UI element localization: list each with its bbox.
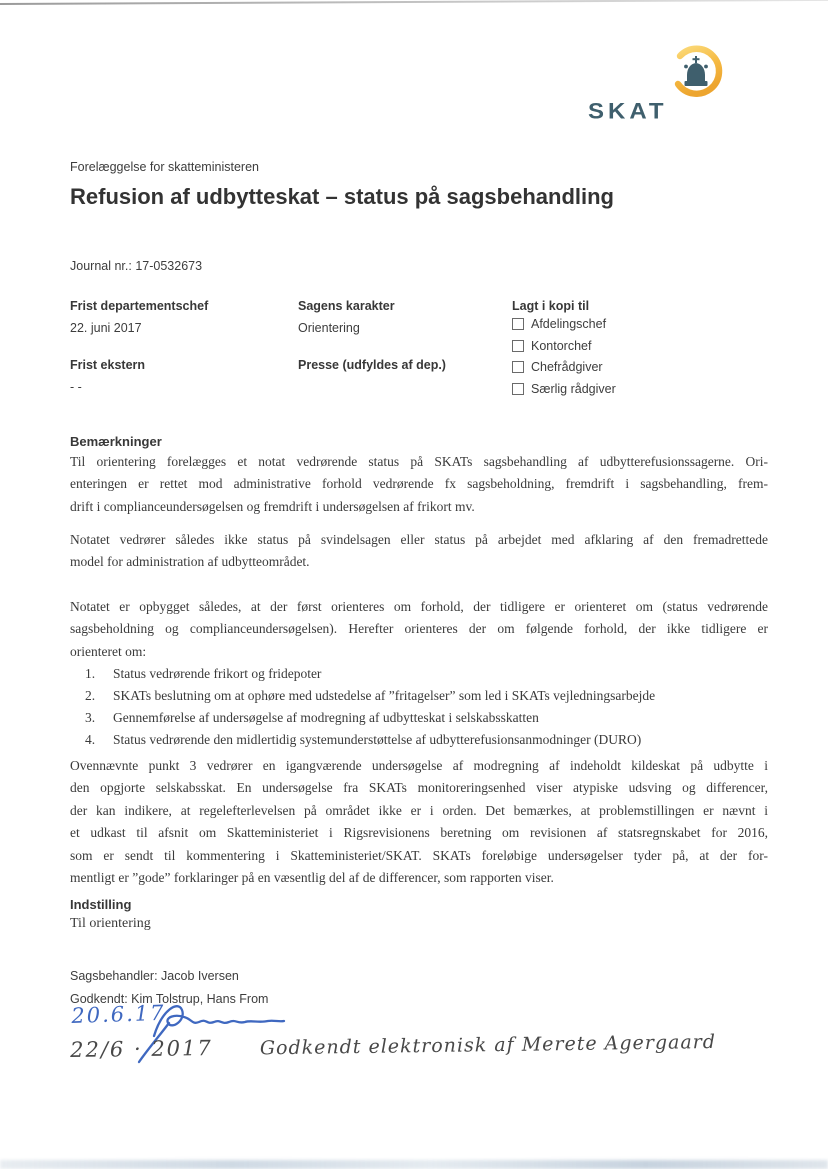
caseworker-line: Sagsbehandler: Jacob Iversen <box>70 969 239 983</box>
page-title: Refusion af udbytteskat – status på sagsbehandling <box>70 184 614 209</box>
recommendation-text: Til orientering <box>70 916 151 931</box>
field-value-frist-departementschef: 22. juni 2017 <box>70 321 142 335</box>
kicker: Forelæggelse for skatteministeren <box>70 160 259 174</box>
checkbox-label: Afdelingschef <box>531 317 607 331</box>
recommendation-heading: Indstilling <box>70 897 132 912</box>
scan-artifact-top-edge <box>0 0 828 5</box>
body-line: Notatet vedrører således ikke status på svindelsagen eller status på arbejdet med afklaring af den fremadrettede <box>70 532 768 547</box>
list-item <box>85 729 768 751</box>
body-line: mentligt er ”gode” forklaringer på en væsentlig del af de differencer, som rapporten viser. <box>70 869 554 885</box>
paragraph-3 <box>70 596 768 663</box>
list-item <box>85 707 768 729</box>
checkbox-icon <box>512 361 524 373</box>
field-label-presse: Presse (udfyldes af dep.) <box>298 358 446 372</box>
journal-number: Journal nr.: 17-0532673 <box>70 259 203 273</box>
approved-line: Godkendt: Kim Tolstrup, Hans From <box>70 992 269 1006</box>
body-line: den opgjorte selskabsskat. En undersøgelse fra SKATs monitoreringsenhed viser atypiske udsving og differencer, <box>70 780 768 796</box>
checkbox-icon <box>512 340 524 352</box>
list-item-text: SKATs beslutning om at ophøre med udstedelse af ”fritagelser” som led i SKATs vejledningsarbejde <box>113 688 656 703</box>
list-item-number: 3. <box>85 710 96 725</box>
body-line: som er sendt til kommentering i Skatteministeriet/SKAT. SKATs foreløbige undersøgelser tyder på, at der for- <box>70 847 768 863</box>
list-item <box>85 663 768 685</box>
list-item-text: Gennemførelse af undersøgelse af modregning af udbytteskat i selskabsskatten <box>113 710 539 725</box>
checkbox-label: Chefrådgiver <box>531 360 603 374</box>
body-line: drift i complianceundersøgelsen og fremdrift i undersøgelsen af frikort mv. <box>70 498 475 514</box>
checkbox-row-saerlig-raadgiver <box>512 382 616 396</box>
handwritten-date-dark: 22/6 · 2017 <box>70 1036 213 1062</box>
checkbox-row-kontorchef <box>512 339 591 353</box>
field-label-lagt-i-kopi-til: Lagt i kopi til <box>512 299 590 313</box>
body-line: der kan indikere, at regelefterlevelsen på området ikke er i orden. Det bemærkes, at problemstillingen er nævnt i <box>70 802 768 818</box>
list-item-number: 4. <box>85 732 96 747</box>
checkbox-icon <box>512 318 524 330</box>
logo-text: SKAT <box>588 99 668 124</box>
paragraph-1 <box>70 451 768 518</box>
checkbox-row-afdelingschef <box>512 317 606 331</box>
list-item-text: Status vedrørende den midlertidig systemunderstøttelse af udbytterefusionsanmodninger (DURO) <box>113 732 642 747</box>
list-item-number: 2. <box>85 688 96 703</box>
handwritten-date-blue: 20.6.17 <box>71 1000 166 1028</box>
crown-icon <box>684 56 708 86</box>
checkbox-label: Kontorchef <box>531 339 592 353</box>
body-line: Notatet er opbygget således, at der først orienteres om forhold, der tidligere er orienteret om (status vedrørende <box>70 599 768 614</box>
field-value-frist-ekstern: - - <box>70 380 82 394</box>
field-label-sagens-karakter: Sagens karakter <box>298 299 395 313</box>
checkbox-icon <box>512 383 524 395</box>
checkbox-label: Særlig rådgiver <box>531 382 616 396</box>
body-line: enteringen er rettet mod administrative forhold vedrørende fx sagsbeholdning, fremdrift i sagsbehandling, frem- <box>70 476 768 492</box>
body-line: sagsbeholdning og complianceundersøgelsen). Herefter orienteres der om følgende forhold, der ikke tidligere er <box>70 621 768 637</box>
paragraph-2 <box>70 529 768 574</box>
list-item-text: Status vedrørende frikort og fridepoter <box>113 666 322 681</box>
numbered-list <box>85 663 768 751</box>
body-line: Til orientering forelægges et notat vedrørende status på SKATs sagsbehandling af udbytterefusionssagerne. Ori- <box>70 454 768 469</box>
body-line: Ovennævnte punkt 3 vedrører en igangværende undersøgelse af modregning af indeholdt kildeskat på udbytte i <box>70 758 768 773</box>
skat-crown-swirl-icon <box>666 44 728 104</box>
body-line: orienteret om: <box>70 643 147 659</box>
field-label-frist-ekstern: Frist ekstern <box>70 358 146 372</box>
handwritten-note: Godkendt elektronisk af Merete Agergaard <box>259 1030 717 1060</box>
list-item-number: 1. <box>85 666 96 681</box>
remarks-heading: Bemærkninger <box>70 434 162 449</box>
body-line: model for administration af udbytteområdet. <box>70 554 310 570</box>
field-label-frist-departementschef: Frist departementschef <box>70 299 209 313</box>
list-item <box>85 685 768 707</box>
checkbox-row-chefraadgiver <box>512 360 603 374</box>
paragraph-4 <box>70 755 768 889</box>
scan-artifact-bottom-edge <box>0 1160 828 1169</box>
field-value-sagens-karakter: Orientering <box>298 321 360 335</box>
body-line: et udkast til afsnit om Skatteministeriet i Rigsrevisionens beretning om revisionen af statsregnskabet for 2016, <box>70 825 768 841</box>
